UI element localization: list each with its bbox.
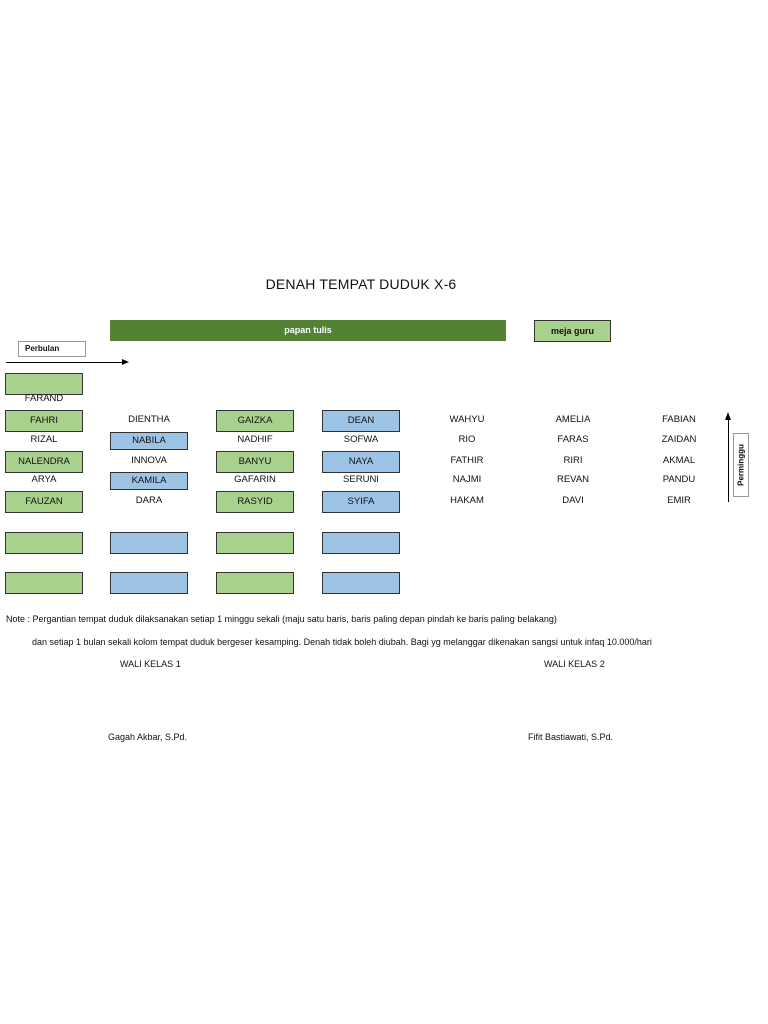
seat-name: FARAS xyxy=(557,434,589,445)
seat-name: DEAN xyxy=(322,410,400,432)
seat-name: INNOVA xyxy=(131,455,167,466)
perminggu-label-box xyxy=(733,433,749,497)
seat-name: AKMAL xyxy=(662,455,696,466)
seat-name: BANYU xyxy=(216,451,294,473)
empty-seat xyxy=(216,532,294,554)
seat-name: KAMILA xyxy=(110,472,188,490)
empty-seat xyxy=(110,532,188,554)
wali-kelas-1-name: Gagah Akbar, S.Pd. xyxy=(108,732,188,742)
right-arrow-icon xyxy=(122,359,129,365)
seat-name: NAYA xyxy=(322,451,400,473)
seat-name: SOFWA xyxy=(343,434,379,445)
wali-kelas-2-name: Fifit Bastiawati, S.Pd. xyxy=(528,732,614,742)
seat-name: RASYID xyxy=(216,491,294,513)
seat-name: RIZAL xyxy=(30,434,58,445)
seat-name: GAFARIN xyxy=(234,474,276,485)
whiteboard: papan tulis xyxy=(110,320,506,341)
seat-name: PANDU xyxy=(662,474,696,485)
empty-seat xyxy=(110,572,188,594)
seat-name: WAHYU xyxy=(449,414,485,425)
up-arrow-icon xyxy=(725,412,731,420)
page-title: DENAH TEMPAT DUDUK X-6 xyxy=(265,276,457,292)
seat-name: RIRI xyxy=(563,455,583,466)
perminggu-label: Perminggu xyxy=(736,444,746,486)
wali-kelas-2-label: WALI KELAS 2 xyxy=(544,659,605,669)
seat-name: DARA xyxy=(135,495,163,506)
seat-name: NADHIF xyxy=(237,434,273,445)
seat-name: GAIZKA xyxy=(216,410,294,432)
seat-name: AMELIA xyxy=(555,414,591,425)
wali-kelas-1-label: WALI KELAS 1 xyxy=(120,659,181,669)
seat-name: DIENTHA xyxy=(128,414,170,425)
seat-name: SERUNI xyxy=(343,474,379,485)
seat-name: ARYA xyxy=(31,474,57,485)
empty-seat xyxy=(5,572,83,594)
monthly-direction-line xyxy=(6,362,124,363)
empty-seat xyxy=(322,532,400,554)
note-line-1: Note : Pergantian tempat duduk dilaksanakan setiap 1 minggu sekali (maju satu baris, baris paling depan pindah ke baris paling belakang) xyxy=(6,614,557,624)
seat-name: EMIR xyxy=(667,495,691,506)
weekly-direction-line xyxy=(728,419,729,502)
teacher-desk: meja guru xyxy=(534,320,611,342)
empty-seat xyxy=(5,532,83,554)
seat-name: NABILA xyxy=(110,432,188,450)
perbulan-label: Perbulan xyxy=(18,341,86,357)
seat-name: DAVI xyxy=(562,495,584,506)
seat-name: RIO xyxy=(458,434,476,445)
seat-name: FABIAN xyxy=(662,414,696,425)
seat-name: FAHRI xyxy=(5,410,83,432)
seat-name: REVAN xyxy=(556,474,590,485)
note-line-2: dan setiap 1 bulan sekali kolom tempat duduk bergeser kesamping. Denah tidak boleh diubah. Bagi yg melanggar dikenakan sangsi untuk infaq 10.000/hari xyxy=(32,637,652,647)
seat-name: FATHIR xyxy=(450,455,484,466)
empty-seat xyxy=(216,572,294,594)
seat-name: NAJMI xyxy=(452,474,482,485)
seat-name: FARAND xyxy=(24,393,64,404)
seat-name: NALENDRA xyxy=(5,451,83,473)
empty-seat xyxy=(322,572,400,594)
seat-name: SYIFA xyxy=(322,491,400,513)
seat-name: ZAIDAN xyxy=(661,434,697,445)
seat-name: FAUZAN xyxy=(5,491,83,513)
seat-name: HAKAM xyxy=(450,495,484,506)
